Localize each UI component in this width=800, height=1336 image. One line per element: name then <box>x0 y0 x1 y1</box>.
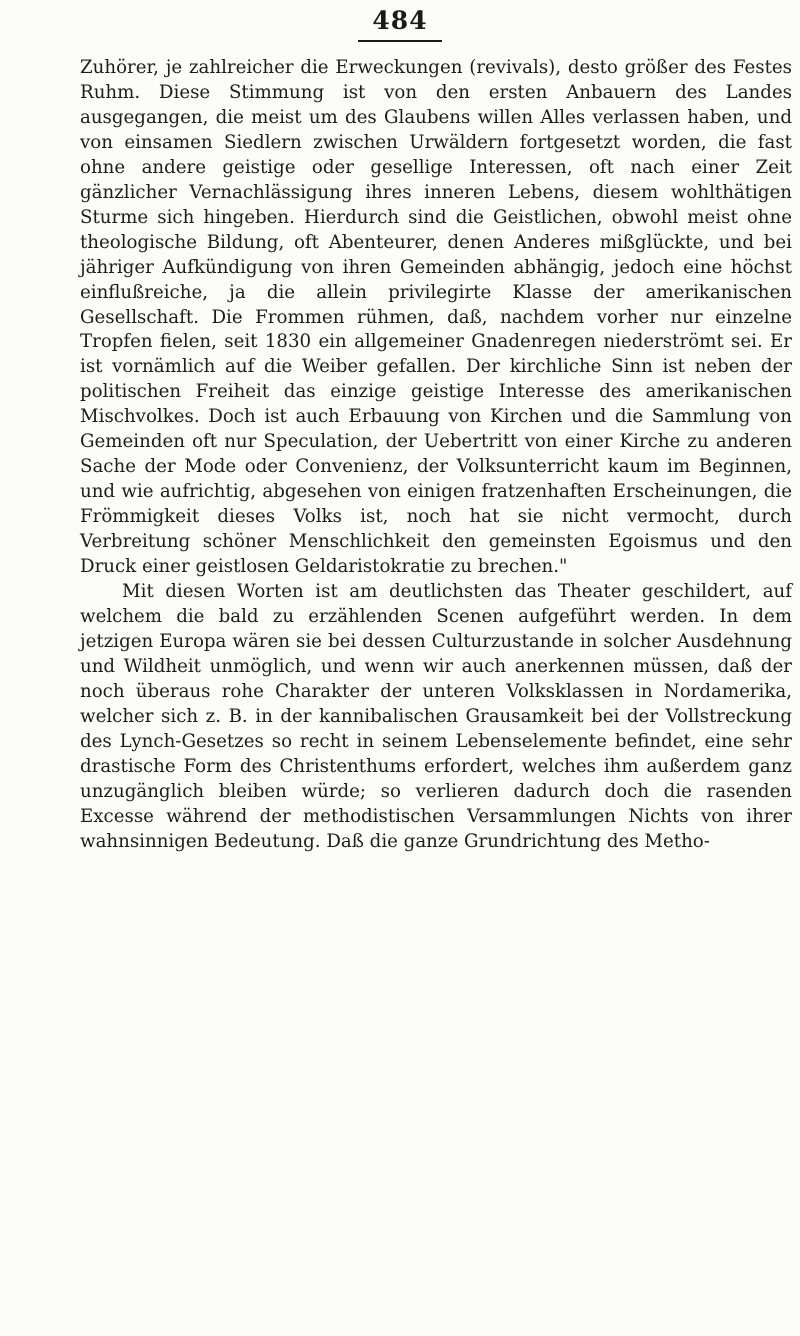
paragraph-2: Mit diesen Worten ist am deutlichsten das Theater geschildert, auf welchem die bald zu erzählenden Scenen aufgeführt werden. In dem jetzigen Europa wären sie bei dessen Culturzustande in solcher Ausdehnung und Wildheit unmöglich, und wenn wir auch anerkennen müssen, daß der noch überaus rohe Charakter der unteren Volksklassen in Nordamerika, welcher sich z. B. in der kannibalischen Grausamkeit bei der Vollstreckung des Lynch-Gesetzes so recht in seinem Lebenselemente befindet, eine sehr drastische Form des Christenthums erfordert, welches ihm außerdem ganz unzugänglich bleiben würde; so verlieren dadurch doch die rasenden Excesse während der methodistischen Versammlungen Nichts von ihrer wahnsinnigen Bedeutung. Daß die ganze Grundrichtung des Metho- <box>80 581 792 852</box>
paragraph-1: Zuhörer, je zahlreicher die Erweckungen (revivals), desto größer des Festes Ruhm. Diese Stimmung ist von den ersten Anbauern des Landes ausgegangen, die meist um des Glaubens willen Alles verlassen haben, und von einsamen Siedlern zwischen Urwäldern fortgesetzt worden, die fast ohne andere geistige oder gesellige Interessen, oft nach einer Zeit gänzlicher Vernachlässigung ihres inneren Lebens, diesem wohlthätigen Sturme sich hingeben. Hierdurch sind die Geistlichen, obwohl meist ohne theologische Bildung, oft Abenteurer, denen Anderes mißglückte, und bei jähriger Aufkündigung von ihren Gemeinden abhängig, jedoch eine höchst einflußreiche, ja die allein privilegirte Klasse der amerikanischen Gesellschaft. Die Frommen rühmen, daß, nachdem vorher nur einzelne Tropfen fielen, seit 1830 ein allgemeiner Gnadenregen niederströmt sei. Er ist vornämlich auf die Weiber gefallen. Der kirchliche Sinn ist neben der politischen Freiheit das einzige geistige Interesse des amerikanischen Mischvolkes. Doch ist auch Erbauung von Kirchen und die Sammlung von Gemeinden oft nur Speculation, der Uebertritt von einer Kirche zu anderen Sache der Mode oder Convenienz, der Volksunterricht kaum im Beginnen, und wie aufrichtig, abgesehen von einigen fratzenhaften Erscheinungen, die Frömmigkeit dieses Volks ist, noch hat sie nicht vermocht, durch Verbreitung schöner Menschlichkeit den gemeinsten Egoismus und den Druck einer geistlosen Geldaristokratie zu brechen." <box>80 57 792 578</box>
page-number: 484 <box>372 6 428 35</box>
body-text <box>80 56 792 855</box>
page-number-rule <box>358 40 442 42</box>
